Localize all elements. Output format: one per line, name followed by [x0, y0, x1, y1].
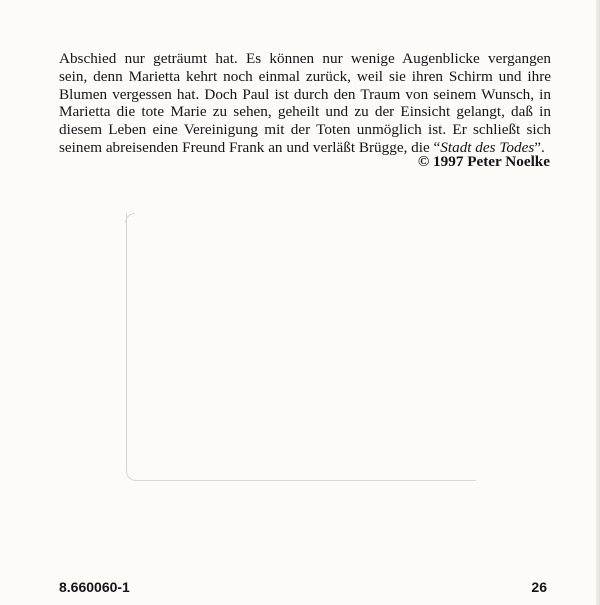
body-line-3: Blumen vergessen hat. Doch Paul ist durch den Traum von seinem Wunsch, in [59, 85, 551, 103]
body-paragraph [59, 50, 551, 157]
body-line-4: Marietta die tote Marie zu sehen, geheilt und zu der Einsicht gelangt, daß in [59, 103, 551, 121]
copyright-credit: © 1997 Peter Noelke [417, 153, 550, 170]
page-number: 26 [531, 579, 547, 595]
body-line-5: diesem Leben eine Vereinigung mit der Toten unmöglich ist. Er schließt sich [59, 121, 551, 139]
body-line-6-text: seinem abreisenden Freund Frank an und verläßt Brügge, die [59, 138, 434, 156]
quote-close: ” [534, 138, 541, 156]
disc-holder-outline [126, 213, 476, 481]
quote-open: “ [433, 138, 441, 156]
body-line-2: sein, denn Marietta kehrt noch einmal zurück, weil sie ihren Schirm und ihre [59, 67, 551, 85]
catalog-number: 8.660060-1 [59, 579, 130, 595]
body-line-1: Abschied nur geträumt hat. Es können nur wenige Augenblicke vergangen [59, 50, 551, 67]
page-edge [596, 0, 600, 605]
italic-title: Stadt des Todes [440, 138, 535, 156]
sentence-end: . [540, 138, 545, 156]
